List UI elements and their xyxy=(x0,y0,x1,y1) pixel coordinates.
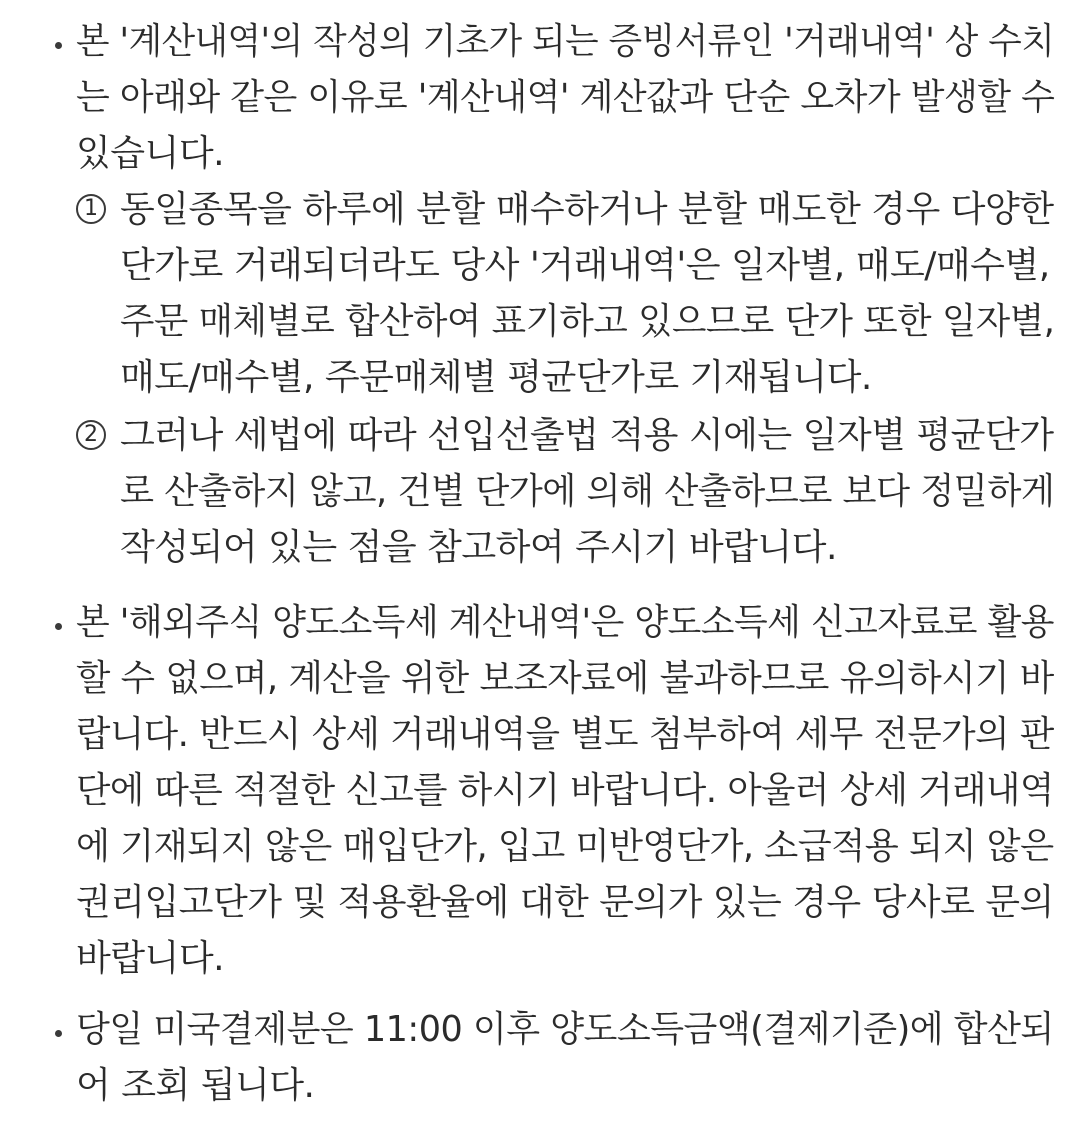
sub-item-2-line-1: 그러나 세법에 따라 선입선출법 적용 시에는 일자별 평균단가 xyxy=(120,415,1054,456)
sub-item-2-line-3: 작성되어 있는 점을 참고하여 주시기 바랍니다. xyxy=(120,527,837,568)
bullet-dot xyxy=(55,1030,62,1037)
notice-3-line-2: 어 조회 됩니다. xyxy=(76,1065,315,1106)
sub-item-1-line-4: 매도/매수별, 주문매체별 평균단가로 기재됩니다. xyxy=(120,357,872,398)
notice-1-line-3: 있습니다. xyxy=(76,133,225,174)
bullet-dot xyxy=(55,42,62,49)
bullet-dot xyxy=(55,623,62,630)
sub-item-2-line-2: 로 산출하지 않고, 건별 단가에 의해 산출하므로 보다 정밀하게 xyxy=(120,471,1055,512)
notice-2-line-3: 랍니다. 반드시 상세 거래내역을 별도 첨부하여 세무 전문가의 판 xyxy=(76,714,1054,755)
notice-1-line-2: 는 아래와 같은 이유로 '계산내역' 계산값과 단순 오차가 발생할 수 xyxy=(76,77,1055,118)
sub-item-1-line-2: 단가로 거래되더라도 당사 '거래내역'은 일자별, 매도/매수별, xyxy=(120,245,1050,286)
sub-item-1-line-3: 주문 매체별로 합산하여 표기하고 있으므로 단가 또한 일자별, xyxy=(120,301,1055,342)
notice-3-line-1: 당일 미국결제분은 11:00 이후 양도소득금액(결제기준)에 합산되 xyxy=(76,1009,1054,1050)
circled-number-2-icon: 2 xyxy=(76,420,106,450)
sub-item-1-line-1: 동일종목을 하루에 분할 매수하거나 분할 매도한 경우 다양한 xyxy=(120,189,1054,230)
notice-1-line-1: 본 '계산내역'의 작성의 기초가 되는 증빙서류인 '거래내역' 상 수치 xyxy=(76,21,1055,62)
notice-2-line-2: 할 수 없으며, 계산을 위한 보조자료에 불과하므로 유의하시기 바 xyxy=(76,658,1054,699)
notice-2-line-1: 본 '해외주식 양도소득세 계산내역'은 양도소득세 신고자료로 활용 xyxy=(76,602,1054,643)
circled-number-1-icon: 1 xyxy=(76,194,106,224)
notice-2-line-7: 바랍니다. xyxy=(76,938,225,979)
notice-2-line-4: 단에 따른 적절한 신고를 하시기 바랍니다. 아울러 상세 거래내역 xyxy=(76,770,1054,811)
notice-2-line-5: 에 기재되지 않은 매입단가, 입고 미반영단가, 소급적용 되지 않은 xyxy=(76,826,1054,867)
notice-2-line-6: 권리입고단가 및 적용환율에 대한 문의가 있는 경우 당사로 문의 xyxy=(76,882,1054,923)
